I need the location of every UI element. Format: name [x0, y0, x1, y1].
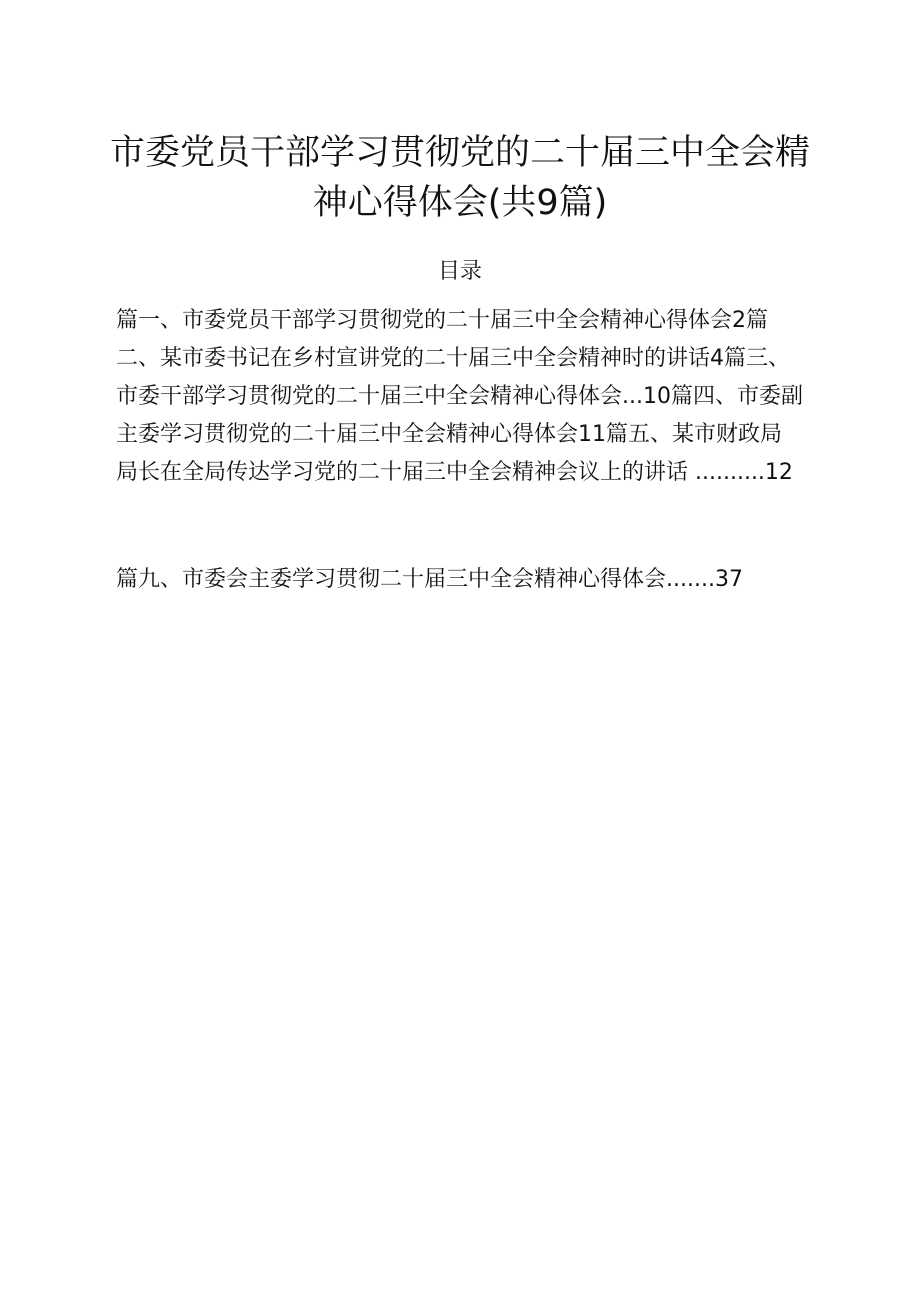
toc-line-3: 市委干部学习贯彻党的二十届三中全会精神心得体会...10篇四、市委副	[116, 384, 803, 409]
toc-line-2: 二、某市委书记在乡村宣讲党的二十届三中全会精神时的讲话4篇三、	[116, 346, 790, 371]
toc-heading: 目录	[437, 259, 482, 284]
document-title	[100, 128, 820, 228]
toc-line-1: 篇一、市委党员干部学习贯彻党的二十届三中全会精神心得体会2篇	[116, 308, 768, 333]
toc-line-last: 篇九、市委会主委学习贯彻二十届三中全会精神心得体会.......37	[116, 567, 743, 592]
table-of-contents	[116, 302, 826, 492]
toc-line-5: 局长在全局传达学习党的二十届三中全会精神会议上的讲话 ..........12	[116, 460, 793, 485]
toc-line-4: 主委学习贯彻党的二十届三中全会精神心得体会11篇五、某市财政局	[116, 422, 782, 447]
title-line-2: 神心得体会(共9篇)	[312, 183, 608, 223]
title-line-1: 市委党员干部学习贯彻党的二十届三中全会精	[109, 133, 810, 173]
